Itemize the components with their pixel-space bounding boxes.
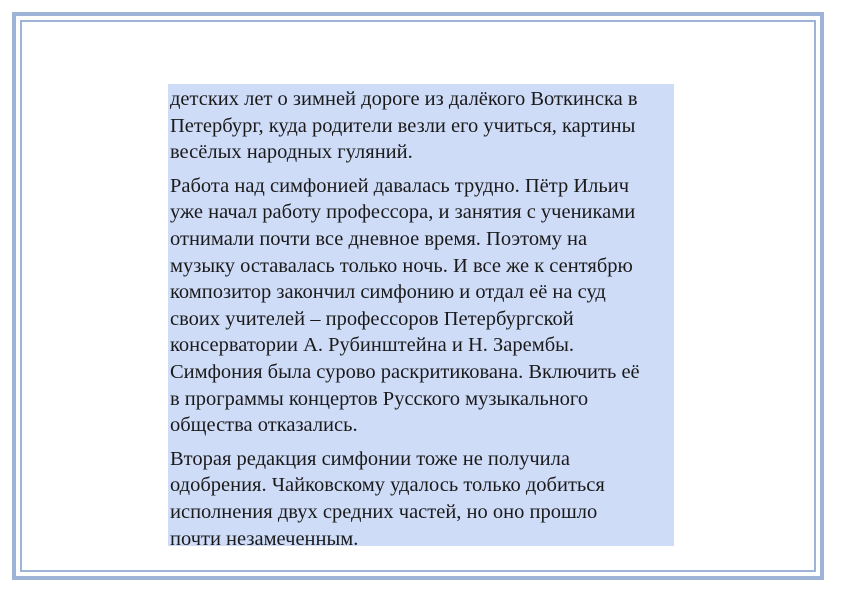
paragraph-1 <box>170 86 674 166</box>
text-line: детских лет о зимней дороге из далёкого Воткинска в <box>170 88 638 110</box>
text-line: консерватории А. Рубинштейна и Н. Зарембы. <box>170 334 575 357</box>
paragraph-2 <box>170 173 674 439</box>
paragraph-3 <box>170 446 674 552</box>
text-line: одобрения. Чайковскому удалось только добиться <box>170 474 605 497</box>
text-line: почти незамеченным. <box>170 527 359 550</box>
text-line: музыку оставалась только ночь. И все же к сентябрю <box>170 254 633 277</box>
text-line: Работа над симфонией давалась трудно. Пётр Ильич <box>170 174 629 197</box>
text-line: Симфония была сурово раскритикована. Включить её <box>170 360 640 383</box>
text-line: композитор закончил симфонию и отдал её на суд <box>170 281 606 304</box>
text-line: Вторая редакция симфонии тоже не получила <box>170 447 570 470</box>
text-line: в программы концертов Русского музыкального <box>170 387 589 410</box>
text-line: общества отказались. <box>170 414 358 437</box>
text-line: исполнения двух средних частей, но оно прошло <box>170 500 598 523</box>
text-line: Петербург, куда родители везли его учиться, картины <box>170 114 636 137</box>
text-box[interactable] <box>168 84 674 550</box>
text-line: отнимали почти все дневное время. Поэтому на <box>170 227 588 250</box>
text-line: уже начал работу профессора, и занятия с учениками <box>170 201 636 224</box>
text-line: весёлых народных гуляний. <box>170 141 413 164</box>
text-line: своих учителей – профессоров Петербургской <box>170 307 574 330</box>
